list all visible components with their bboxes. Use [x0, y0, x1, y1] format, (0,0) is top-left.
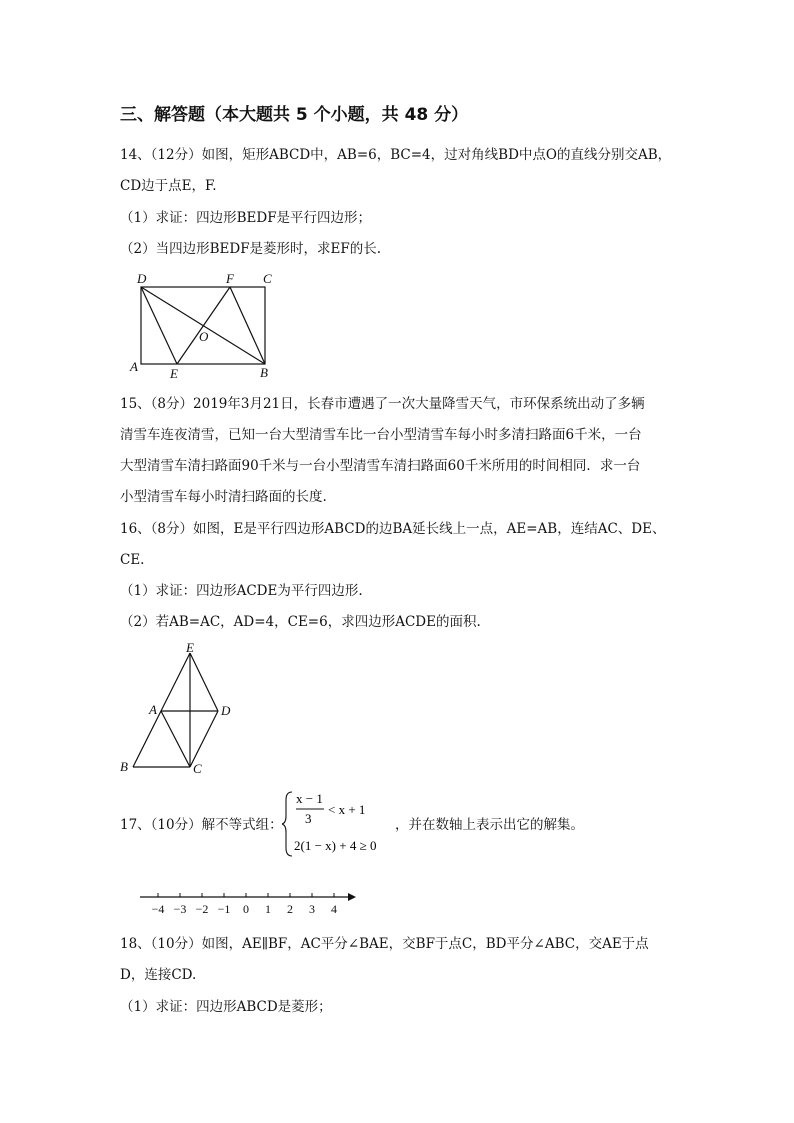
segment-ef: [177, 287, 230, 364]
label-o: O: [199, 329, 209, 344]
label-c: C: [263, 271, 272, 286]
label-b: B: [260, 365, 268, 380]
q17-suffix: ，并在数轴上表示出它的解集。: [395, 817, 584, 833]
segment-ed: [190, 653, 218, 711]
ineq1-numerator: x − 1: [296, 791, 323, 806]
label-e: E: [186, 640, 194, 655]
q17-prefix: 17、（10分）解不等式组：: [120, 817, 283, 833]
q15-line2: 清雪车连夜清雪，已知一台大型清雪车比一台小型清雪车每小时多清扫路面6千米，一台: [120, 427, 642, 443]
q14-line1: 14、（12分）如图，矩形ABCD中，AB=6，BC=4，过对角线BD中点O的直线分别交AB，: [120, 147, 672, 163]
ineq2: 2(1 − x) + 4 ≥ 0: [294, 838, 377, 853]
tick-label: 3: [309, 902, 315, 916]
label-d: D: [221, 703, 231, 718]
q15-line4: 小型清雪车每小时清扫路面的长度.: [120, 489, 327, 505]
tick-label: −3: [173, 902, 187, 916]
tick-label: 0: [243, 902, 249, 916]
ineq1-rhs: < x + 1: [328, 802, 366, 817]
q16-line2: CE.: [120, 552, 145, 568]
q18-line2: D，连接CD.: [120, 967, 197, 983]
segment-ac: [161, 711, 190, 767]
number-line: [138, 888, 358, 920]
label-a: A: [149, 702, 157, 717]
q14-part1: （1）求证：四边形BEDF是平行四边形；: [120, 210, 372, 226]
tick-label: −4: [151, 902, 165, 916]
tick-label: −1: [217, 902, 231, 916]
q15-line3: 大型清雪车清扫路面90千米与一台小型清雪车清扫路面60千米所用的时间相同．求一台: [120, 458, 641, 474]
q14-part2: （2）当四边形BEDF是菱形时，求EF的长.: [120, 241, 382, 257]
q16-part2: （2）若AB=AC，AD=4，CE=6，求四边形ACDE的面积.: [120, 614, 481, 630]
tick-label: 4: [331, 902, 337, 916]
tick-label: 1: [265, 902, 271, 916]
label-c: C: [193, 761, 202, 776]
tick-label: 2: [287, 902, 293, 916]
label-d: D: [137, 271, 147, 286]
inequality-system: [282, 788, 392, 860]
q18-part1: （1）求证：四边形ABCD是菱形；: [120, 999, 332, 1015]
axis-arrow-icon: [348, 893, 356, 901]
ineq1-denominator: 3: [305, 811, 312, 826]
tick-label: −2: [195, 902, 209, 916]
section-heading: 三、解答题（本大题共 5 个小题，共 48 分）: [120, 105, 469, 125]
label-f: F: [226, 271, 234, 286]
q15-line1: 15、（8分）2019年3月21日，长春市遭遇了一次大量降雪天气，市环保系统出动了多辆: [120, 396, 645, 412]
parallelogram-figure: [114, 640, 244, 778]
label-e: E: [170, 366, 178, 381]
brace-symbol: [282, 792, 292, 856]
q18-line1: 18、（10分）如图，AE∥BF，AC平分∠BAE，交BF于点C，BD平分∠ABC，交AE于点: [120, 936, 649, 952]
label-a: A: [130, 359, 138, 374]
q16-part1: （1）求证：四边形ACDE为平行四边形.: [120, 583, 363, 599]
rectangle-abcd-figure: [126, 270, 286, 382]
q14-line2: CD边于点E，F.: [120, 178, 217, 194]
segment-dc: [190, 711, 218, 767]
label-b: B: [120, 759, 128, 774]
q16-line1: 16、（8分）如图，E是平行四边形ABCD的边BA延长线上一点，AE=AB，连结AC、DE、: [120, 521, 666, 537]
